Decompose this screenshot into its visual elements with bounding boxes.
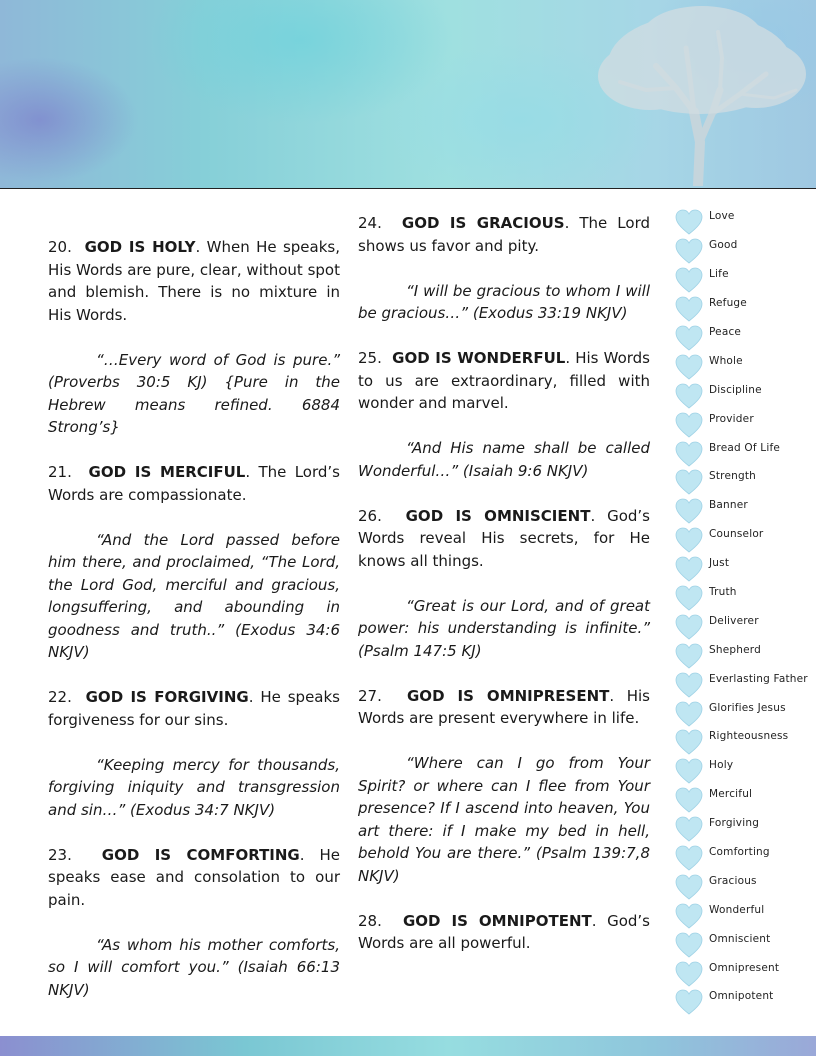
heart-icon	[674, 988, 704, 1016]
sidebar-item	[674, 699, 814, 728]
sidebar-item	[674, 844, 814, 873]
sidebar-item	[674, 612, 814, 641]
sidebar-item	[674, 208, 814, 237]
heart-icon	[674, 757, 704, 785]
numbered-paragraph	[48, 236, 340, 326]
heart-icon	[674, 902, 704, 930]
heart-icon	[674, 468, 704, 496]
sidebar-item-label: Whole	[709, 354, 743, 367]
sidebar-item-label: Just	[709, 557, 730, 570]
scripture-quote: “…Every word of God is pure.” (Proverbs 30:5 KJ) {Pure in the Hebrew means refined. 6884 Strong’s}	[48, 350, 340, 436]
sidebar-item	[674, 641, 814, 670]
heart-icon	[674, 411, 704, 439]
paragraph-number: 24.	[358, 214, 382, 232]
paragraph-text: . His Words to us are extraordinary, filled with wonder and marvel.	[358, 349, 650, 412]
scripture-quote: “I will be gracious to whom I will be gracious…” (Exodus 33:19 NKJV)	[358, 281, 650, 322]
sidebar-item	[674, 930, 814, 959]
paragraph-number: 22.	[48, 688, 72, 706]
paragraph-number: 26.	[358, 506, 382, 525]
paragraph-heading: GOD IS OMNIPRESENT	[407, 686, 610, 705]
heart-icon	[674, 786, 704, 814]
paragraph-number: 21.	[48, 463, 72, 481]
sidebar-item-label: Truth	[709, 586, 737, 599]
heart-icon	[674, 555, 704, 583]
heart-icon	[674, 497, 704, 525]
sidebar-item-label: Omnipotent	[709, 990, 774, 1003]
sidebar-item	[674, 901, 814, 930]
sidebar-item	[674, 237, 814, 266]
heart-icon	[674, 584, 704, 612]
heart-icon	[674, 844, 704, 872]
numbered-paragraph	[48, 686, 340, 731]
attribute-sidebar	[674, 208, 814, 1017]
heart-icon	[674, 440, 704, 468]
sidebar-item-label: Righteousness	[709, 730, 789, 743]
sidebar-item	[674, 439, 814, 468]
paragraph-number: 25.	[358, 349, 382, 367]
heart-icon	[674, 353, 704, 381]
header-banner	[0, 0, 816, 189]
heart-icon	[674, 266, 704, 294]
paragraph-heading: GOD IS HOLY	[84, 238, 196, 256]
heart-icon	[674, 700, 704, 728]
paragraph-text: . He speaks forgiveness for our sins.	[48, 688, 340, 729]
sidebar-item-label: Merciful	[709, 788, 753, 801]
heart-icon	[674, 382, 704, 410]
sidebar-item	[674, 757, 814, 786]
sidebar-item-label: Holy	[709, 759, 734, 772]
scripture-quote: “As whom his mother comforts, so I will comfort you.” (Isaiah 66:13 NKJV)	[48, 935, 340, 999]
sidebar-item-label: Everlasting Father	[709, 672, 808, 685]
sidebar-item	[674, 959, 814, 988]
sidebar-item	[674, 352, 814, 381]
paragraph-heading: GOD IS OMNIPOTENT	[402, 911, 592, 930]
sidebar-item-label: Omnipresent	[709, 961, 780, 974]
sidebar-item-label: Counselor	[709, 528, 764, 541]
paragraph-number: 23.	[48, 845, 72, 864]
numbered-paragraph	[358, 505, 650, 573]
sidebar-item-label: Discipline	[709, 383, 762, 396]
heart-icon	[674, 671, 704, 699]
paragraph-heading: GOD IS COMFORTING	[101, 845, 300, 864]
heart-icon	[674, 931, 704, 959]
paragraph-number: 27.	[358, 686, 382, 705]
sidebar-item-label: Gracious	[709, 874, 757, 887]
paragraph-text: . He speaks ease and consolation to our pain.	[48, 845, 340, 909]
heart-icon	[674, 728, 704, 756]
sidebar-item-label: Refuge	[709, 297, 747, 310]
paragraph-text: . The Lord shows us favor and pity.	[358, 214, 650, 255]
footer-banner	[0, 1036, 816, 1056]
paragraph-number: 28.	[358, 911, 382, 930]
heart-icon	[674, 208, 704, 236]
scripture-quote: “And His name shall be called Wonderful…” (Isaiah 9:6 NKJV)	[358, 439, 650, 480]
sidebar-item	[674, 324, 814, 353]
paragraph-heading: GOD IS MERCIFUL	[88, 463, 246, 481]
heart-icon	[674, 295, 704, 323]
paragraph-text: . God’s Words are all powerful.	[358, 911, 650, 952]
sidebar-item-label: Life	[709, 268, 729, 281]
heart-icon	[674, 526, 704, 554]
sidebar-item-label: Glorifies Jesus	[709, 701, 786, 714]
sidebar-item-label: Provider	[709, 412, 754, 425]
scripture-quote: “And the Lord passed before him there, and proclaimed, “The Lord, the Lord God, merciful and gracious, longsuffering, and abounding in goodness and truth..” (Exodus 34:6 NKJV)	[48, 530, 340, 661]
numbered-paragraph	[358, 685, 650, 730]
sidebar-item-label: Strength	[709, 470, 757, 483]
sidebar-item	[674, 670, 814, 699]
sidebar-item-label: Peace	[709, 326, 742, 338]
tree-icon	[590, 2, 810, 186]
paragraph-heading: GOD IS WONDERFUL	[392, 349, 566, 367]
numbered-paragraph	[48, 844, 340, 912]
sidebar-item	[674, 728, 814, 757]
paragraph-number: 20.	[48, 238, 72, 256]
sidebar-item-label: Shepherd	[709, 643, 761, 656]
sidebar-item	[674, 872, 814, 901]
numbered-paragraph	[358, 910, 650, 955]
heart-icon	[674, 815, 704, 843]
scripture-quote: “Where can I go from Your Spirit? or where can I flee from Your presence? If I ascend into heaven, You art there: if I make my bed in hell, behold You are there.” (Psalm 139:7,8 NKJV)	[358, 754, 650, 885]
sidebar-item	[674, 526, 814, 555]
sidebar-item-label: Banner	[709, 499, 748, 512]
numbered-paragraph	[358, 212, 650, 257]
sidebar-item-label: Wonderful	[709, 903, 765, 916]
sidebar-item	[674, 266, 814, 295]
heart-icon	[674, 873, 704, 901]
sidebar-item-label: Forgiving	[709, 817, 760, 830]
sidebar-item	[674, 786, 814, 815]
heart-icon	[674, 324, 704, 352]
sidebar-item	[674, 295, 814, 324]
sidebar-item	[674, 988, 814, 1017]
left-column	[48, 236, 340, 1024]
sidebar-item	[674, 584, 814, 613]
numbered-paragraph	[358, 347, 650, 415]
sidebar-item	[674, 410, 814, 439]
scripture-quote: “Great is our Lord, and of great power: his understanding is infinite.” (Psalm 147:5 KJ)	[358, 596, 650, 660]
middle-column	[358, 212, 650, 977]
sidebar-item	[674, 468, 814, 497]
sidebar-item-label: Comforting	[709, 846, 770, 859]
paragraph-text: . God’s Words reveal His secrets, for He knows all things.	[358, 506, 650, 570]
sidebar-item-label: Omniscient	[709, 932, 771, 945]
sidebar-item	[674, 497, 814, 526]
numbered-paragraph	[48, 461, 340, 506]
heart-icon	[674, 613, 704, 641]
heart-icon	[674, 237, 704, 265]
paragraph-text: . His Words are present everywhere in life.	[358, 686, 650, 727]
heart-icon	[674, 642, 704, 670]
sidebar-item	[674, 815, 814, 844]
sidebar-item-label: Bread Of Life	[709, 441, 781, 454]
scripture-quote: “Keeping mercy for thousands, forgiving iniquity and transgression and sin…” (Exodus 34:7 NKJV)	[48, 755, 340, 819]
sidebar-item	[674, 555, 814, 584]
paragraph-heading: GOD IS FORGIVING	[85, 688, 249, 706]
sidebar-item-label: Love	[709, 210, 735, 223]
sidebar-item-label: Good	[709, 239, 738, 252]
paragraph-heading: GOD IS OMNISCIENT	[405, 506, 591, 525]
paragraph-text: . The Lord’s Words are compassionate.	[48, 463, 340, 504]
sidebar-item	[674, 381, 814, 410]
paragraph-heading: GOD IS GRACIOUS	[401, 214, 565, 232]
paragraph-text: . When He speaks, His Words are pure, clear, without spot and blemish. There is no mixture in His Words.	[48, 238, 340, 324]
heart-icon	[674, 960, 704, 988]
sidebar-item-label: Deliverer	[709, 614, 759, 627]
